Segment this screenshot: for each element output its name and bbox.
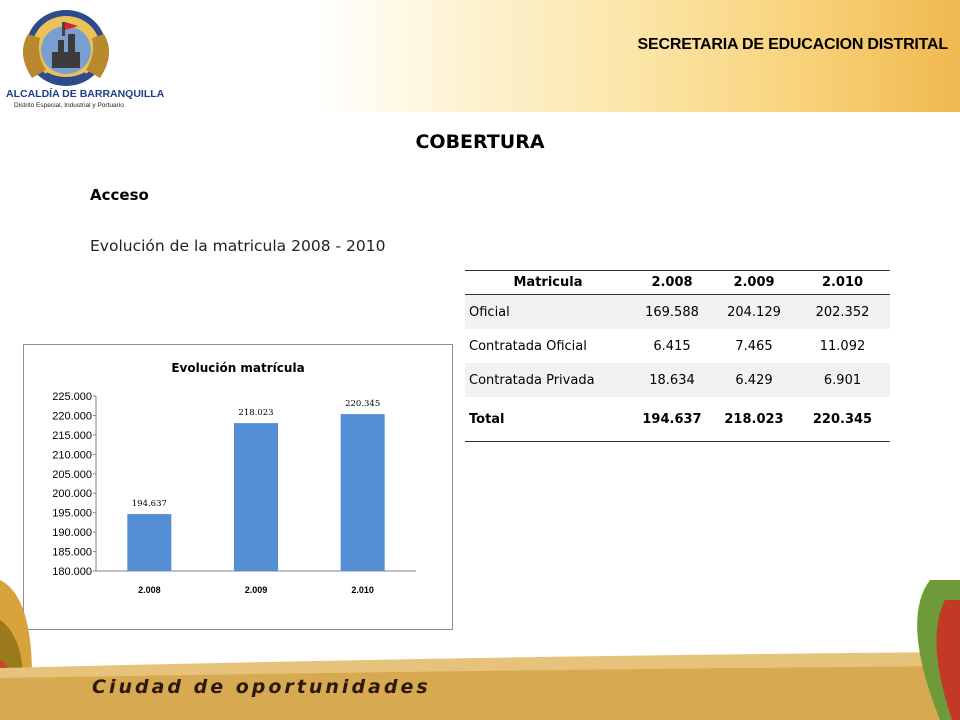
x-tick-label: 2.008: [138, 585, 161, 595]
table-cell: 169.588: [631, 295, 713, 330]
table-cell: 11.092: [819, 338, 866, 354]
table-cell: 220.345: [795, 397, 890, 442]
y-tick-label: 180.000: [52, 566, 92, 578]
y-tick-label: 200.000: [52, 488, 92, 501]
table-cell: 204.129: [713, 295, 795, 330]
logo-subtitle: Distrito Especial, Industrial y Portuario: [14, 102, 124, 109]
table-header-matricula: Matricula: [465, 271, 631, 295]
table-header-2010: 2.010: [795, 271, 890, 295]
page-title: COBERTURA: [415, 131, 545, 153]
chart-title: Evolución matrícula: [171, 361, 305, 375]
table-row: [465, 329, 890, 363]
logo: [6, 4, 165, 112]
x-tick-label: 2.010: [351, 585, 374, 595]
y-tick-label: 195.000: [52, 507, 92, 520]
x-tick-label: 2.009: [244, 585, 268, 595]
table-cell: 218.023: [713, 397, 795, 442]
enrollment-table: [465, 270, 890, 442]
y-tick-label: 205.000: [52, 468, 92, 481]
table-cell: 194.637: [631, 397, 713, 442]
section-heading: Acceso: [90, 186, 149, 204]
data-label: 220.345: [345, 399, 381, 410]
table-cell: Contratada Oficial: [469, 338, 587, 354]
logo-name: ALCALDÍA DE BARRANQUILLA: [6, 88, 165, 100]
table-header-2009: 2.009: [713, 271, 795, 295]
table-cell: Total: [465, 397, 631, 442]
section-subtitle: Evolución de la matricula 2008 - 2010: [90, 237, 386, 255]
bar-2.010: [341, 414, 385, 571]
table-cell: 6.415: [653, 338, 691, 354]
bar-2.009: [234, 423, 278, 571]
data-label: 194.637: [131, 499, 167, 510]
y-tick-label: 210.000: [52, 449, 92, 462]
table-cell: 18.634: [631, 363, 713, 397]
table-header-2008: 2.008: [631, 271, 713, 295]
table-cell: 6.901: [795, 363, 890, 397]
table-total-row: [465, 397, 890, 442]
y-tick-label: 185.000: [52, 546, 92, 559]
table-header-row: [465, 271, 890, 295]
table-cell: 6.429: [713, 363, 795, 397]
y-tick-label: 215.000: [52, 429, 92, 442]
data-label: 218.023: [238, 408, 274, 419]
slogan: Ciudad de oportunidades: [92, 676, 431, 698]
table-cell: Contratada Privada: [465, 363, 631, 397]
y-tick-label: 225.000: [52, 391, 92, 403]
table-row: [465, 363, 890, 397]
table-cell: 202.352: [795, 295, 890, 330]
coat-of-arms-icon: [6, 4, 138, 88]
y-tick-label: 220.000: [52, 410, 92, 423]
table-cell: Oficial: [465, 295, 631, 330]
table-row: [465, 295, 890, 330]
department-title: SECRETARIA DE EDUCACION DISTRITAL: [637, 36, 948, 53]
table-cell: 7.465: [735, 338, 773, 354]
y-tick-label: 190.000: [52, 527, 92, 540]
